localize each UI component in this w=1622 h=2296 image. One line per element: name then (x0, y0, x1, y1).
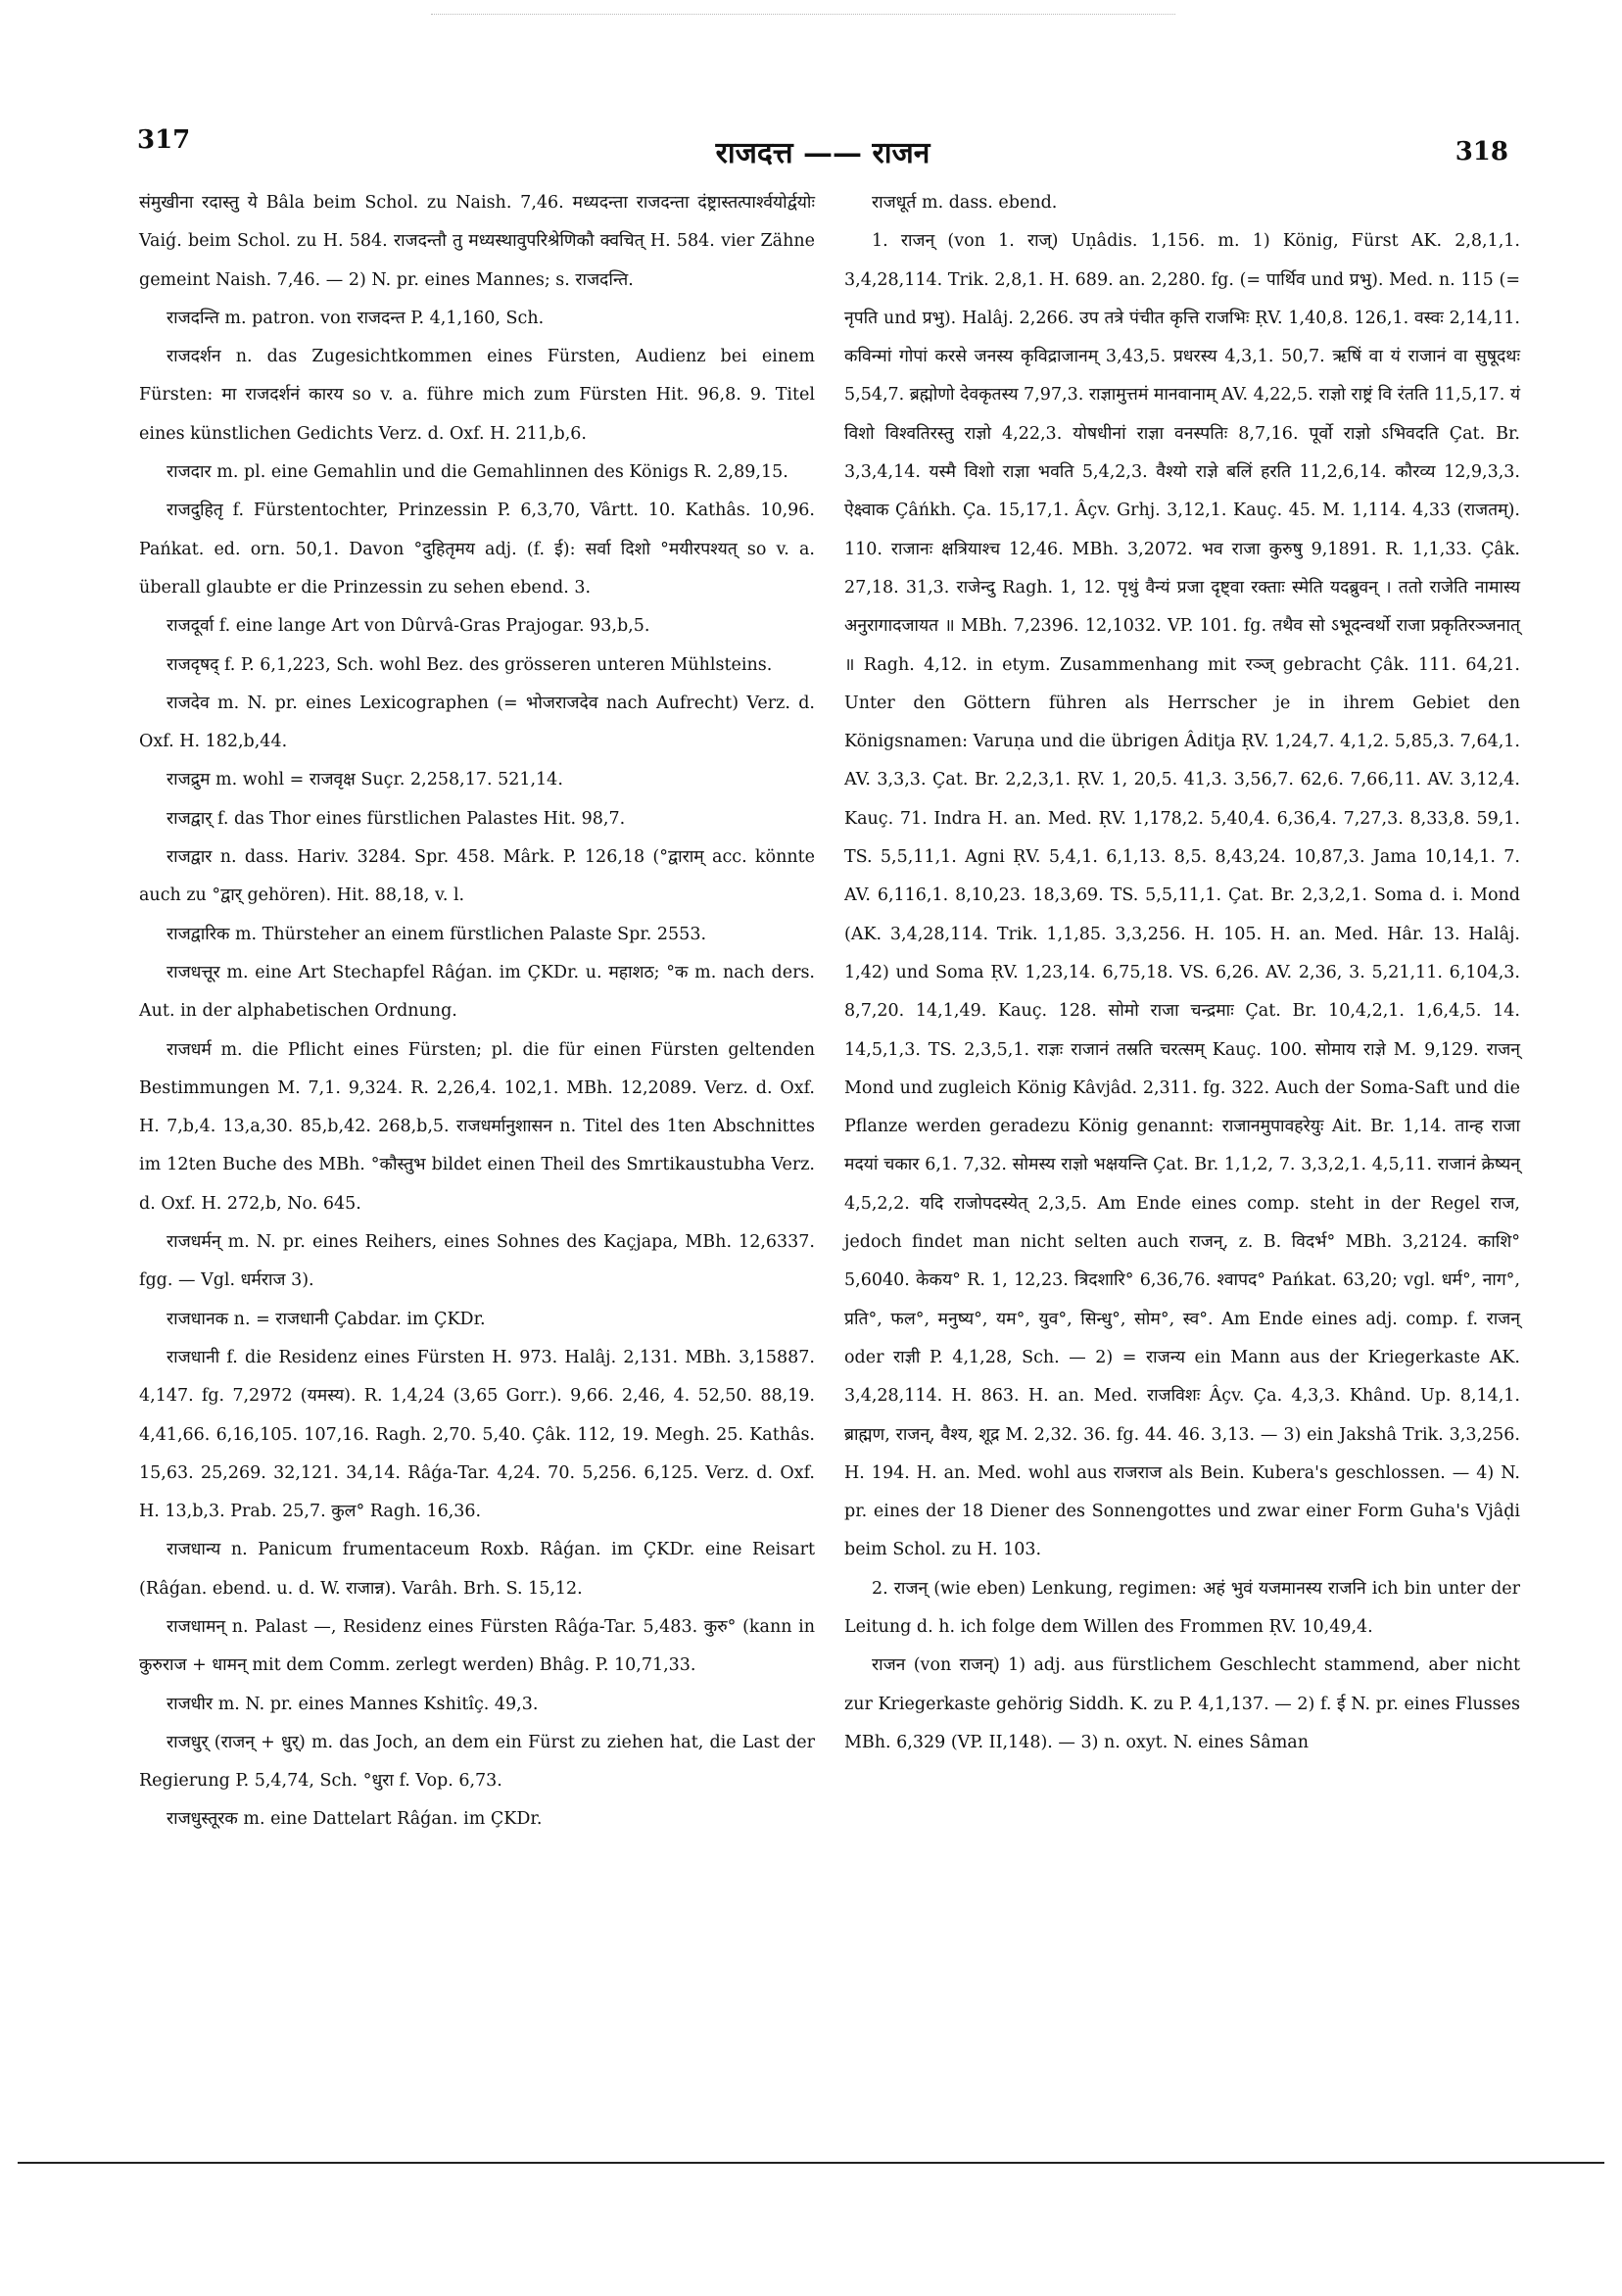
dictionary-entry: राजधर्मन् m. N. pr. eines Reihers, eines Sohnes des Kaçjapa, MBh. 12,6337. fgg. — Vgl. धर्मराज 3). (139, 1232, 815, 1291)
dictionary-entry: राजधूर्त m. dass. ebend. (872, 193, 1058, 213)
dictionary-entry: राजन (von राजन्) 1) adj. aus fürstlichem Geschlecht stammend, aber nicht zur Kriegerkaste gehörig Siddh. K. zu P. 4,1,137. — 2) f. ई N. pr. eines Flusses MBh. 6,329 (VP. II,148). — 3) n. oxyt. N. eines Sâman (844, 1655, 1520, 1752)
dictionary-entry: राजदार m. pl. eine Gemahlin und die Gemahlinnen des Königs R. 2,89,15. (167, 462, 788, 483)
dictionary-entry: राजदूर्वा f. eine lange Art von Dûrvâ-Gras Prajogar. 93,b,5. (167, 616, 650, 637)
dictionary-entry: राजद्वार n. dass. Hariv. 3284. Spr. 458. Mârk. P. 126,18 (°द्वाराम् acc. könnte auch zu °द्वार् gehören). Hit. 88,18, v. l. (139, 847, 815, 906)
dictionary-entry: राजधान्य n. Panicum frumentaceum Roxb. Râǵan. im ÇKDr. eine Reisart (Râǵan. ebend. u. d. W. राजान्न). Varâh. Brh. S. 15,12. (139, 1540, 815, 1599)
dictionary-entry: राजदर्शन n. das Zugesichtkommen eines Fürsten, Audienz bei einem Fürsten: मा राजदर्शनं कारय so v. a. führe mich zum Fürsten Hit. 96,8. 9. Titel eines künstlichen Gedichts Verz. d. Oxf. H. 211,b,6. (139, 347, 815, 444)
page-number-right: 318 (1455, 137, 1508, 167)
dictionary-entry: राजधुस्तूरक m. eine Dattelart Râǵan. im ÇKDr. (167, 1809, 543, 1830)
dictionary-entry: राजधानक n. = राजधानी Çabdar. im ÇKDr. (167, 1309, 486, 1329)
left-column (139, 184, 815, 1840)
dictionary-entry: राजधत्तूर m. eine Art Stechapfel Râǵan. im ÇKDr. u. महाशठ; °क m. nach ders. Aut. in der alphabetischen Ordnung. (139, 962, 815, 1022)
dictionary-entry: राजदृषद् f. P. 6,1,223, Sch. wohl Bez. des grösseren unteren Mühlsteins. (167, 654, 773, 675)
running-head: राजदत्त —— राजन (715, 136, 930, 170)
footer-rule (18, 2162, 1604, 2164)
dictionary-entry: राजद्वार् f. das Thor eines fürstlichen Palastes Hit. 98,7. (167, 808, 626, 829)
page-number-left: 317 (137, 125, 191, 155)
dictionary-entry: राजद्वारिक m. Thürsteher an einem fürstlichen Palaste Spr. 2553. (167, 924, 707, 944)
dictionary-entry: राजदन्ति m. patron. von राजदन्त P. 4,1,160, Sch. (167, 308, 545, 328)
dictionary-entry: 2. राजन् (wie eben) Lenkung, regimen: अहं भुवं यजमानस्य राजनि ich bin unter der Leitung d. h. ich folge dem Willen des Frommen ṚV. 10,49,4. (844, 1578, 1520, 1637)
dictionary-entry: राजदेव m. N. pr. eines Lexicographen (= भोजराजदेव nach Aufrecht) Verz. d. Oxf. H. 182,b,44. (139, 693, 815, 752)
scan-top-border (431, 14, 1175, 15)
dictionary-entry: राजधीर m. N. pr. eines Mannes Kshitîç. 49,3. (167, 1694, 539, 1714)
dictionary-entry: राजधामन् n. Palast —, Residenz eines Fürsten Râǵa-Tar. 5,483. कुरु° (kann in कुरुराज + धामन् mit dem Comm. zerlegt werden) Bhâg. P. 10,71,33. (139, 1616, 815, 1676)
right-column (844, 184, 1520, 1762)
page-header (137, 125, 1508, 174)
dictionary-entry: राजधानी f. die Residenz eines Fürsten H. 973. Halâj. 2,131. MBh. 3,15887. 4,147. fg. 7,2972 (यमस्य). R. 1,4,24 (3,65 Gorr.). 9,66. 2,46, 4. 52,50. 88,19. 4,41,66. 6,16,105. 107,16. Ragh. 2,70. 5,40. Çâk. 112, 19. Megh. 25. Kathâs. 15,63. 25,269. 32,121. 34,14. Râǵa-Tar. 4,24. 70. 5,256. 6,125. Verz. d. Oxf. H. 13,b,3. Prab. 25,7. कुल° Ragh. 16,36. (139, 1347, 815, 1522)
dictionary-entry: राजद्रुम m. wohl = राजवृक्ष Suçr. 2,258,17. 521,14. (167, 770, 563, 790)
dictionary-entry: 1. राजन् (von 1. राज्) Uṇâdis. 1,156. m. 1) König, Fürst AK. 2,8,1,1. 3,4,28,114. Trik. 2,8,1. H. 689. an. 2,280. fg. (= पार्थिव und प्रभु). Med. n. 115 (= नृपति und प्रभु). Halâj. 2,266. उप तत्रे पंचीत कृत्ति राजभिः ṚV. 1,40,8. 126,1. वस्वः 2,14,11. कविन्मां गोपां करसे जनस्य कृविद्राजानम् 3,43,5. प्रधरस्य 4,3,1. 50,7. ऋषिं वा यं राजानं वा सुषूदथः 5,54,7. ब्रह्मोणो देवकृतस्य 7,97,3. राज्ञामुत्तमं मानवानाम् AV. 4,22,5. राज्ञो राष्ट्रं वि रंतति 11,5,17. यं विशो विश्वतिरस्तु राज्ञो 4,22,3. योषधीनां राज्ञा वनस्पतिः 8,7,16. पूर्वो राज्ञो ऽभिवदति Çat. Br. 3,3,4,14. यस्मै विशो राज्ञा भवति 5,4,2,3. वैश्यो राज्ञे बलिं हरति 11,2,6,14. कौरव्य 12,9,3,3. ऐक्ष्वाक Çâńkh. Ça. 15,17,1. Âçv. Grhj. 3,12,1. Kauç. 45. M. 1,114. 4,33 (राजतम्). 110. राजानः क्षत्रियाश्च 12,46. MBh. 3,2072. भव राजा कुरुषु 9,1891. R. 1,1,33. Çâk. 27,18. 31,3. राजेन्दु Ragh. 1, 12. पृथुं वैन्यं प्रजा दृष्ट्वा रक्ताः स्मेति यदब्रुवन् । ततो राजेति नामास्य अनुरागादजायत ॥ MBh. 7,2396. 12,1032. VP. 101. fg. तथैव सो ऽभूदन्वर्थो राजा प्रकृतिरञ्जनात् ॥ Ragh. 4,12. in etym. Zusammenhang mit रञ्ज् gebracht Çâk. 111. 64,21. Unter den Göttern führen als Herrscher je in ihrem Gebiet den Königsnamen: Varuṇa und die übrigen Âditja ṚV. 1,24,7. 4,1,2. 5,85,3. 7,64,1. AV. 3,3,3. Çat. Br. 2,2,3,1. ṚV. 1, 20,5. 41,3. 3,56,7. 62,6. 7,66,11. AV. 3,12,4. Kauç. 71. Indra H. an. Med. ṚV. 1,178,2. 5,40,4. 6,36,4. 7,27,3. 8,33,8. 59,1. TS. 5,5,11,1. Agni ṚV. 5,4,1. 6,1,13. 8,5. 8,43,24. 10,87,3. Jama 10,14,1. 7. AV. 6,116,1. 8,10,23. 18,3,69. TS. 5,5,11,1. Çat. Br. 2,3,2,1. Soma d. i. Mond (AK. 3,4,28,114. Trik. 1,1,85. 3,3,256. H. 105. H. an. Med. Hâr. 13. Halâj. 1,42) und Soma ṚV. 1,23,14. 6,75,18. VS. 6,26. AV. 2,36, 3. 5,21,11. 6,104,3. 8,7,20. 14,1,49. Kauç. 128. सोमो राजा चन्द्रमाः Çat. Br. 10,4,2,1. 1,6,4,5. 14. 14,5,1,3. TS. 2,3,5,1. राज्ञः राजानं तस्रति चरत्सम् Kauç. 100. सोमाय राज्ञे M. 9,129. राजन् Mond und zugleich König Kâvjâd. 2,311. fg. 322. Auch der Soma-Saft und die Pflanze werden geradezu König genannt: राजानमुपावहरेयुः Ait. Br. 1,14. तान्ह राजा मदयां चकार 6,1. 7,32. सोमस्य राज्ञो भक्षयन्ति Çat. Br. 1,1,2, 7. 3,3,2,1. 4,5,11. राजानं क्रेष्यन् 4,5,2,2. यदि राजोपदस्येत् 2,3,5. Am Ende eines comp. steht in der Regel राज, jedoch findet man nicht selten auch राजन्, z. B. विदर्भ° MBh. 3,2124. काशि° 5,6040. केकय° R. 1, 12,23. त्रिदशारि° 6,36,76. श्वापद° Pańkat. 63,20; vgl. धर्म°, नाग°, प्रति°, फल°, मनुष्य°, यम°, युव°, सिन्धु°, सोम°, स्व°. Am Ende eines adj. comp. f. राजन् oder राज्ञी P. 4,1,28, Sch. — 2) = राजन्य ein Mann aus der Kriegerkaste AK. 3,4,28,114. H. 863. H. an. Med. राजविशः Âçv. Ça. 4,3,3. Khând. Up. 8,14,1. ब्राह्मण, राजन्, वैश्य, शूद्र M. 2,32. 36. fg. 44. 46. 3,13. — 3) ein Jakshâ Trik. 3,3,256. H. 194. H. an. Med. wohl aus राजराज als Bein. Kubera's geschlossen. — 4) N. pr. eines der 18 Diener des Sonnengottes und zwar einer Form Guha's Vjâḍi beim Schol. zu H. 103. (844, 231, 1520, 1560)
dictionary-entry: राजधर्म m. die Pflicht eines Fürsten; pl. die für einen Fürsten geltenden Bestimmungen M. 7,1. 9,324. R. 2,26,4. 102,1. MBh. 12,2089. Verz. d. Oxf. H. 7,b,4. 13,a,30. 85,b,42. 268,b,5. राजधर्मानुशासन n. Titel des 1ten Abschnittes im 12ten Buche des MBh. °कौस्तुभ bildet einen Theil des Smrtikaustubha Verz. d. Oxf. H. 272,b, No. 645. (139, 1039, 815, 1214)
entry-continuation: संमुखीना रदास्तु ये Bâla beim Schol. zu Naish. 7,46. मध्यदन्ता राजदन्ता दंष्ट्रास्तत्पार्श्वयोर्द्वयोः Vaiǵ. beim Schol. zu H. 584. राजदन्तौ तु मध्यस्थावुपरिश्रेणिकौ क्वचित् H. 584. vier Zähne gemeint Naish. 7,46. — 2) N. pr. eines Mannes; s. राजदन्ति. (139, 193, 815, 290)
dictionary-entry: राजदुहितृ f. Fürstentochter, Prinzessin P. 6,3,70, Vârtt. 10. Kathâs. 10,96. Pańkat. ed. orn. 50,1. Davon °दुहितृमय adj. (f. ई): सर्वा दिशो °मयीरपश्यत् so v. a. überall glaubte er die Prinzessin zu sehen ebend. 3. (139, 501, 815, 598)
dictionary-entry: राजधुर् (राजन् + धुर्) m. das Joch, an dem ein Fürst zu ziehen hat, die Last der Regierung P. 5,4,74, Sch. °धुरा f. Vop. 6,73. (139, 1732, 815, 1792)
